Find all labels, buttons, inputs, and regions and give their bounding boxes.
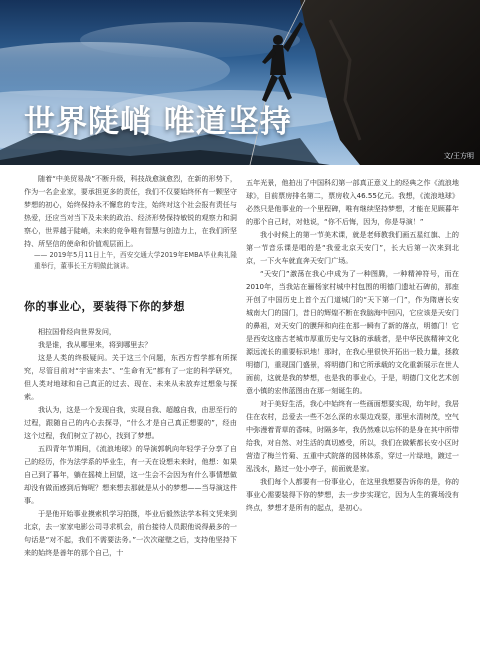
body-paragraph: “天安门”激荡在我心中成为了一种图腾，一种精神符号，而在2010年，当我站在骊杨家村城中村包围的明德门遗址石碑前，那座开创了中国历史上首个五门道城门的“天下第一门”，作为隋唐长安城南大门的国门，昔日的辉煌不断在我脑海中回闪，它应该是天安门的鼻祖，对天安门的膜拜和向往在那一瞬有了新的落点，明德门！它是西安这座古老城市厚重历史与文脉的承载者，是中华民族精神文化源远流长的重要标识地！那时，在我心里很快开拓出一股力量，拯救明德门，重现国门盛景，将明德门和它所承载的文化重新展示在世人面前，这就是我的梦想，也是我的事业心，于是，明德门文化艺术创意小镇的宏伟蓝图由在那一刻诞生的。 — [246, 269, 459, 395]
author-credit: 文/王方明 — [443, 152, 474, 160]
body-paragraph: 我们每个人都要有一份事业心，在这里我想要告诉你的是，你的事业心需要装得下你的梦想，去一步步实现它，因为人生的赛场没有终点，梦想才是所有的起点，是初心。 — [246, 477, 459, 512]
intro-paragraph: 随着“中美贸易战”不断升级，科技战愈演愈烈，在新的形势下，作为一名企业家，要承担更多的责任，我们不仅要始终怀有一颗坚守梦想的初心，始终保持永不懈怠的专注，始终对这个社会报有责任与热爱，还应当对当下及未来的政治、经济形势保持敏锐的观察力和洞察心，世界越于陡峭，未来的竞争唯有智慧与创造力上，在我们所坚持、所坚信的使命和价值观层面上。 — [24, 174, 237, 248]
body-paragraph: 于是他开始事业摸索机学习拍摄，毕业后毅然法学本科文凭来到北京，去一家家电影公司寻求机会，前台接待人员跟他说得最多的一句话是“对不起，我们不需要法务。”一次次碰壁之后，支持他坚持下来的始终是善年的那个自己，十 — [24, 509, 237, 557]
body-paragraph: 五四青年节期间，《流浪地球》的导演郭帆向年轻学子分享了自己的经历，作为法学系的毕业生，有一天在设想未来时，他想：如果自己到了暮年，躺在摇椅上回望，这一生会不会因为有什么事情想做却没有做而感到后悔呢？想来想去那就是从小的梦想——当导演这件事。 — [24, 444, 237, 505]
left-body — [24, 325, 237, 559]
body-paragraph: 我认为，这是一个发现自我，实现自我、超越自我，由思至行的过程，跟随自己的内心去探寻，“什么才是自己真正想要的”，经由这个过程，我们树立了初心，找到了梦想。 — [24, 405, 237, 440]
body-paragraph: 五年光景，他拍出了中国科幻第一部真正意义上的经典之作《流浪地球》，目前票房排名第二，票房收入46.55亿元。我想，《流浪地球》必然只是他事业的一个里程碑，唯有继续坚持梦想，才能在见顾暮年的那个自己时，对他说，“你不后悔，因为，你是导演！” — [246, 178, 459, 226]
body-paragraph: 我小时候上的第一节美术课，就是老师教我们画五星红旗、上的第一节音乐课是唱的是“我爱北京天安门”，长大后第一次来到北京，一下火车就直奔天安门广场。 — [246, 230, 459, 265]
speech-signature: —— 2019年5月11日上午，西安交通大学2019年EMBA毕业典礼隆重举行，董事长王方明做此演讲。 — [34, 251, 237, 270]
body-paragraph: 这是人类的终极疑问。关于这三个问题，东西方哲学都有所探究，尽管目前对“宇宙来去”、“生命有无”都有了一定的科学研究，但人类对地球和自己真正的过去、现在、未来从未放弃过想象与探索。 — [24, 353, 237, 401]
body-paragraph: 相拉国骨经向世界发问， — [38, 327, 117, 336]
article-title: 世界陡峭 唯道坚持 — [24, 104, 292, 140]
body-paragraph: 对于美好生活，我心中始终有一些画面想要实现，幼年时，我居住在农村，总爱去一些不怎么深的水渠边戏耍，那里水清树茂，空气中弥漫着青草的香味，时隔多年，我仍然难以忘怀的是身在其中所带给我，对自然、对生活的真切感受，所以，我们在做紫都长安小区时营造了梅兰竹菊、五重中式院落的园林体系，穿过一片绿地，踱过一泓浅水，路过一处小亭子，前面就是家。 — [246, 399, 459, 473]
left-column — [24, 172, 237, 559]
hero-banner — [0, 0, 480, 165]
body-paragraph: 我是谁，我从哪里来，将到哪里去？ — [38, 340, 152, 349]
right-column — [246, 176, 459, 514]
section-heading: 你的事业心，要装得下你的梦想 — [24, 300, 185, 313]
